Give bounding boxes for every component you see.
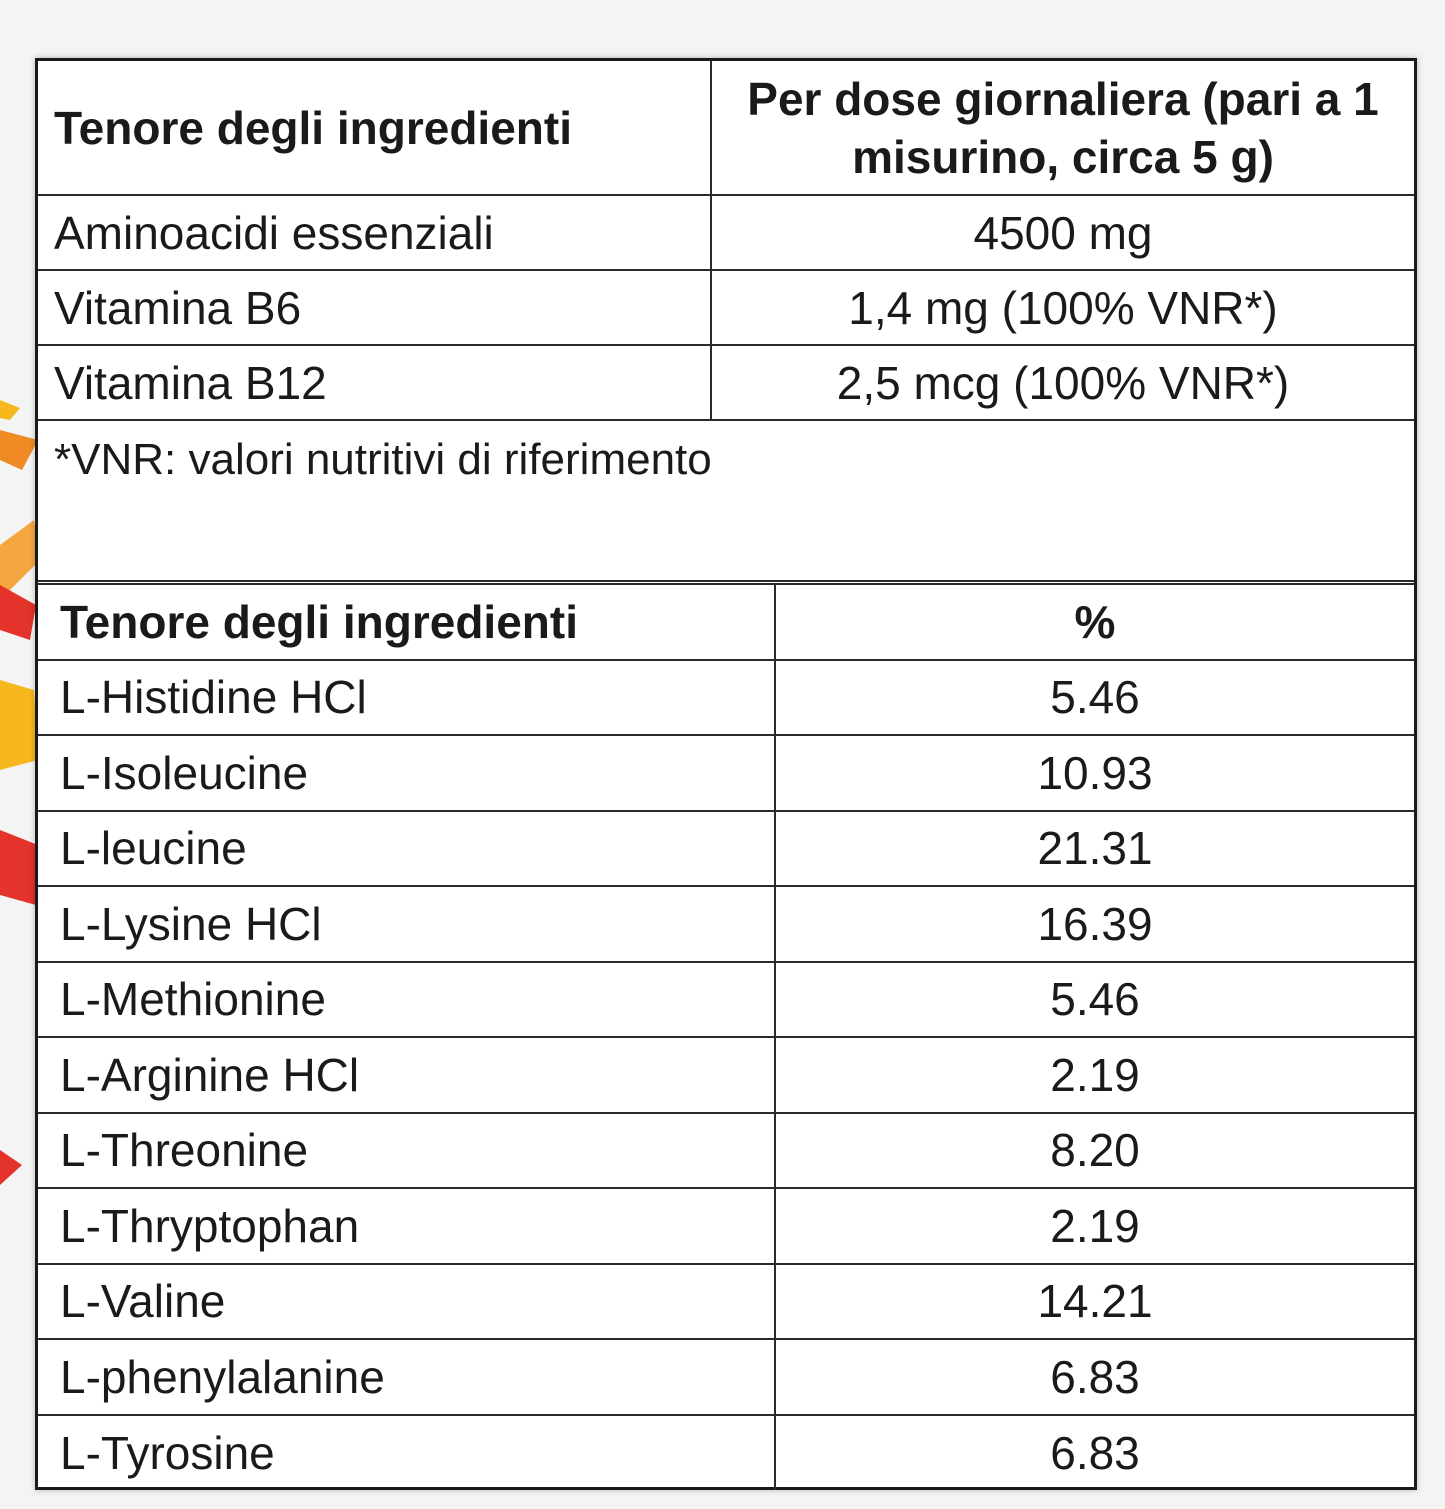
amino-acid-percent: 6.83 <box>775 1339 1414 1415</box>
amino-acid-percent: 10.93 <box>775 735 1414 811</box>
ingredient-amount: 4500 mg <box>711 195 1414 270</box>
amino-acid-name: L-Threonine <box>38 1113 775 1189</box>
amino-acid-name: L-Lysine HCl <box>38 886 775 962</box>
amino-acid-percent: 21.31 <box>775 811 1414 887</box>
ingredients-frame <box>35 58 1417 1490</box>
amino-acid-name: L-Histidine HCl <box>38 660 775 736</box>
table-row <box>38 195 1414 270</box>
table-row <box>38 735 1414 811</box>
amino-acid-name: L-Tyrosine <box>38 1415 775 1491</box>
table-row <box>38 1415 1414 1491</box>
table-row <box>38 1113 1414 1189</box>
amino-acid-percent: 6.83 <box>775 1415 1414 1491</box>
footnote-row <box>38 420 1414 581</box>
column-header-daily-dose: Per dose giornaliera (pari a 1 misurino, circa 5 g) <box>711 61 1414 195</box>
column-header-ingredients: Tenore degli ingredienti <box>38 584 775 660</box>
amino-acid-percent: 2.19 <box>775 1037 1414 1113</box>
amino-acid-name: L-Isoleucine <box>38 735 775 811</box>
table-header-row <box>38 584 1414 660</box>
column-header-ingredients: Tenore degli ingredienti <box>38 61 711 195</box>
table-row <box>38 660 1414 736</box>
amino-acid-name: L-leucine <box>38 811 775 887</box>
amino-acid-percentage-table <box>38 583 1414 1490</box>
ingredient-amount: 1,4 mg (100% VNR*) <box>711 270 1414 345</box>
table-row <box>38 811 1414 887</box>
table-row <box>38 886 1414 962</box>
amino-acid-percent: 16.39 <box>775 886 1414 962</box>
table-row <box>38 345 1414 420</box>
amino-acid-name: L-Thryptophan <box>38 1188 775 1264</box>
ingredient-name: Vitamina B6 <box>38 270 711 345</box>
table-row <box>38 1339 1414 1415</box>
table-row <box>38 1264 1414 1340</box>
daily-dose-table <box>38 61 1414 582</box>
ingredient-name: Vitamina B12 <box>38 345 711 420</box>
amino-acid-percent: 2.19 <box>775 1188 1414 1264</box>
table-row <box>38 962 1414 1038</box>
amino-acid-percent: 14.21 <box>775 1264 1414 1340</box>
table-header-row <box>38 61 1414 195</box>
amino-acid-percent: 8.20 <box>775 1113 1414 1189</box>
amino-acid-percent: 5.46 <box>775 660 1414 736</box>
amino-acid-percent: 5.46 <box>775 962 1414 1038</box>
ingredient-amount: 2,5 mcg (100% VNR*) <box>711 345 1414 420</box>
ingredient-name: Aminoacidi essenziali <box>38 195 711 270</box>
table-row <box>38 270 1414 345</box>
table-row <box>38 1188 1414 1264</box>
vnr-footnote: *VNR: valori nutritivi di riferimento <box>38 420 1414 581</box>
amino-acid-name: L-Methionine <box>38 962 775 1038</box>
amino-acid-name: L-Valine <box>38 1264 775 1340</box>
amino-acid-name: L-phenylalanine <box>38 1339 775 1415</box>
table-row <box>38 1037 1414 1113</box>
column-header-percent: % <box>775 584 1414 660</box>
amino-acid-name: L-Arginine HCl <box>38 1037 775 1113</box>
